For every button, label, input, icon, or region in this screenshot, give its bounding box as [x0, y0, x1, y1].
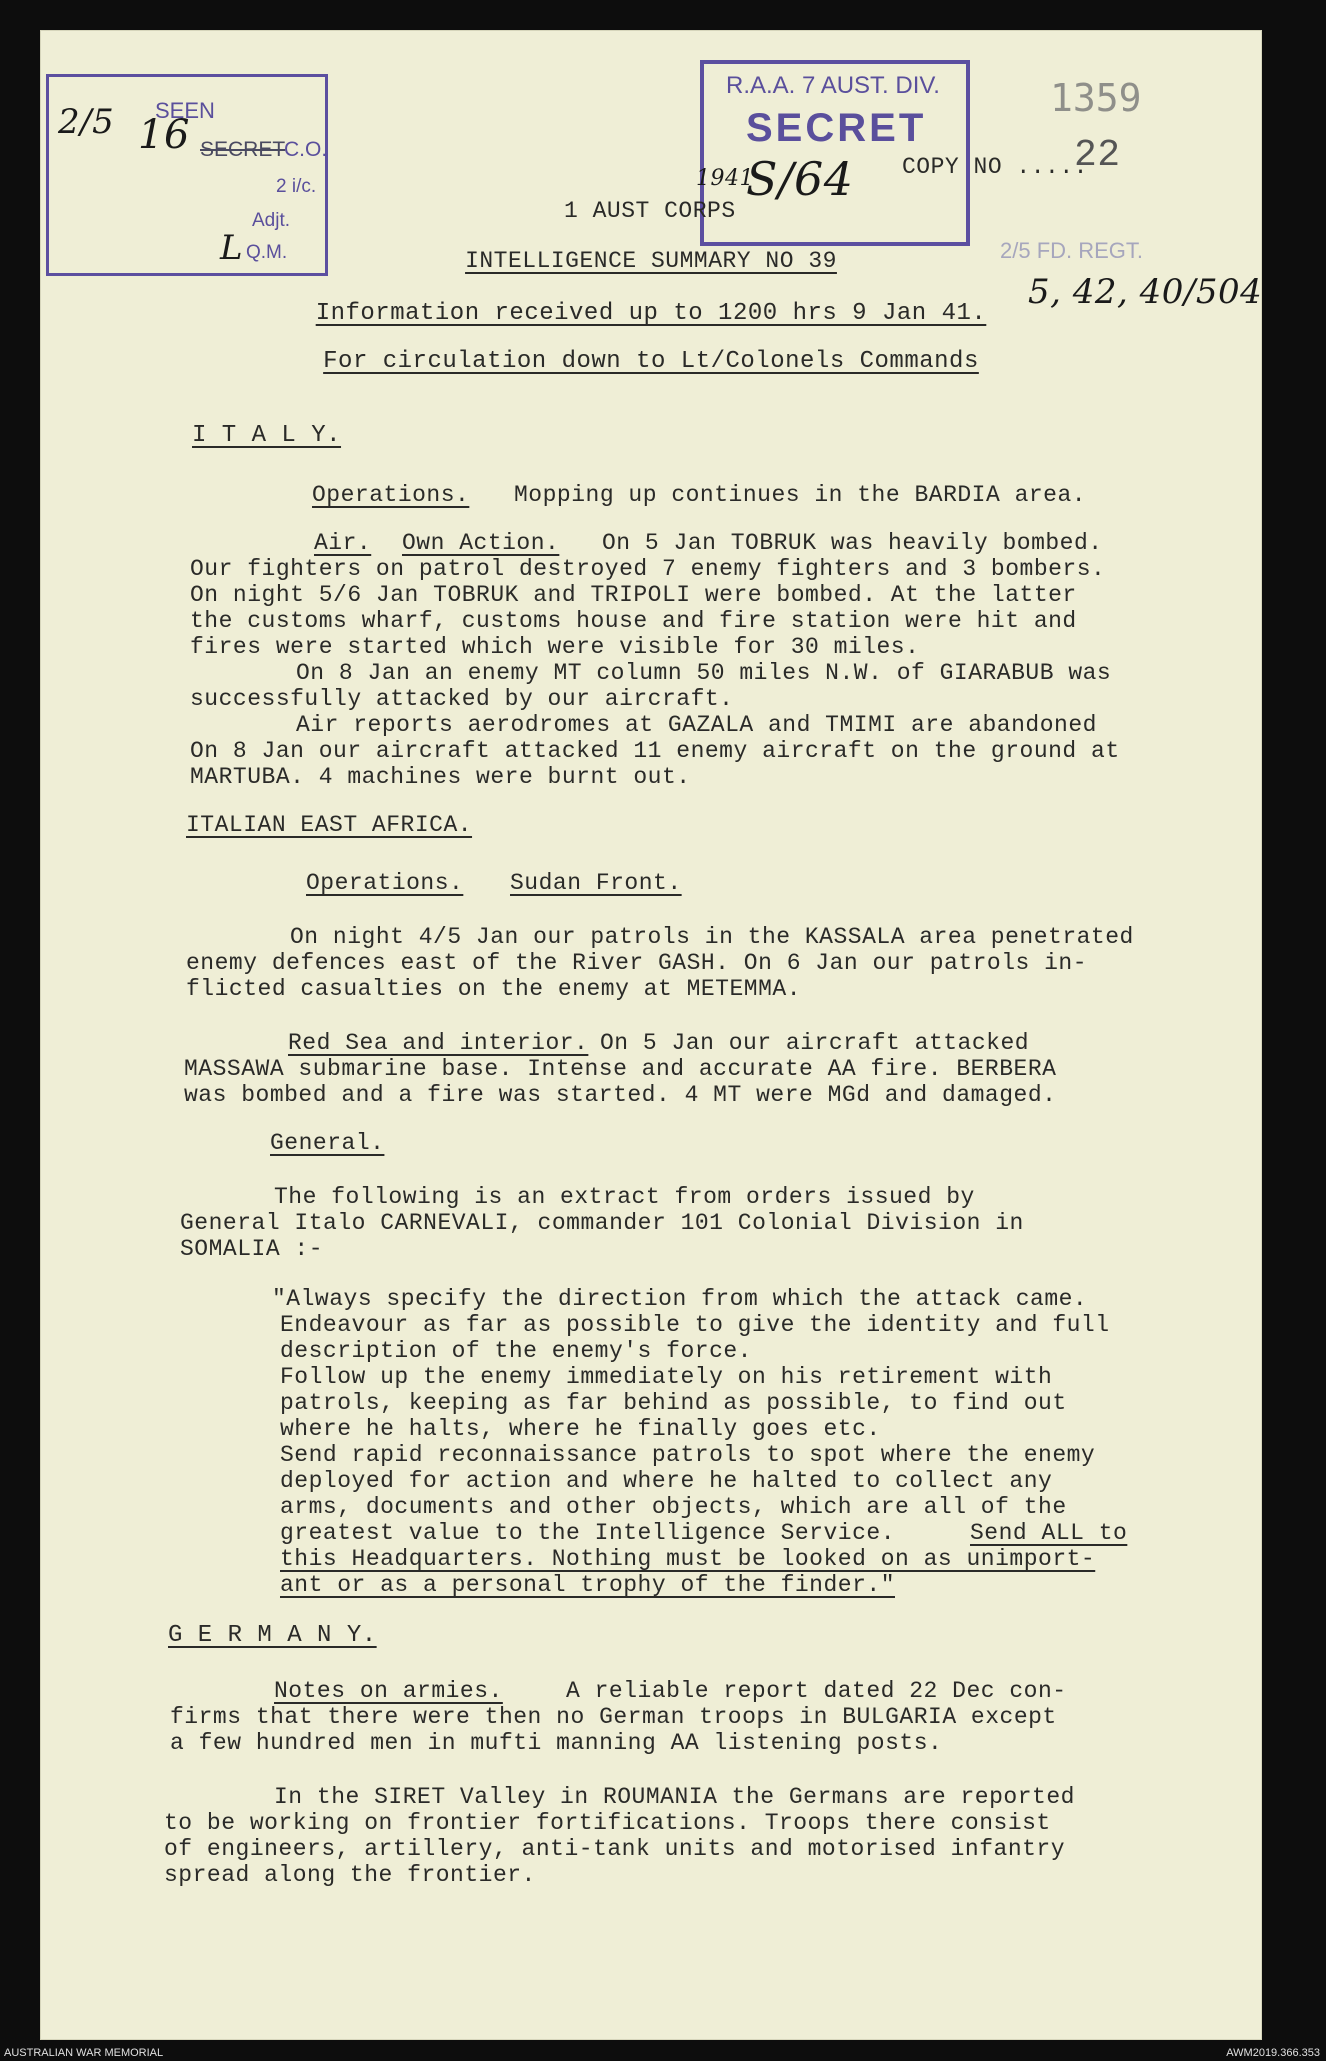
sudan-line-3: flicted casualties on the enemy at METEMMA. — [186, 976, 801, 1002]
general-line-3: SOMALIA :- — [180, 1236, 324, 1262]
italy-operations-text: Mopping up continues in the BARDIA area. — [514, 482, 1087, 508]
notes-line-1: A reliable report dated 22 Dec con- — [566, 1678, 1067, 1704]
quote-line-3: description of the enemy's force. — [280, 1338, 752, 1364]
document-page — [40, 30, 1262, 2040]
quote-line-1: "Always specify the direction from which the attack came. — [272, 1286, 1088, 1312]
germany-heading: G E R M A N Y. — [168, 1622, 377, 1649]
red-sea-line-2: MASSAWA submarine base. Intense and accurate AA fire. BERBERA — [184, 1056, 1057, 1082]
handwritten-16: 16 — [138, 112, 190, 158]
siret-line-1: In the SIRET Valley in ROUMANIA the Germans are reported — [274, 1784, 1075, 1810]
air-line-5: fires were started which were visible for 30 miles. — [190, 634, 920, 660]
corps-heading: 1 AUST CORPS — [564, 198, 736, 224]
sudan-front-label: Sudan Front. — [510, 870, 682, 896]
quote-line-5: patrols, keeping as far behind as possible, to find out — [280, 1390, 1067, 1416]
general-label: General. — [270, 1130, 385, 1156]
air-line-1: On 5 Jan TOBRUK was heavily bombed. — [602, 530, 1103, 556]
copy-no-label: COPY NO ..... — [902, 154, 1088, 180]
italy-heading: I T A L Y. — [192, 422, 342, 449]
copy-no-value: 22 — [1074, 134, 1121, 177]
quote-line-9: arms, documents and other objects, which are all of the — [280, 1494, 1067, 1520]
siret-line-2: to be working on frontier fortifications. Troops there consist — [164, 1810, 1051, 1836]
archive-footer-right: AWM2019.366.353 — [1226, 2047, 1320, 2059]
document-number: 1359 — [1050, 76, 1142, 120]
air-line-2: Our fighters on patrol destroyed 7 enemy fighters and 3 bombers. — [190, 556, 1106, 582]
document-title: INTELLIGENCE SUMMARY NO 39 — [465, 248, 837, 274]
notes-line-2: firms that there were then no German troops in BULGARIA except — [170, 1704, 1057, 1730]
stamp-qm-label: Q.M. — [246, 242, 288, 263]
air-line-8: Air reports aerodromes at GAZALA and TMIMI are abandoned — [296, 712, 1097, 738]
archive-footer-left: AUSTRALIAN WAR MEMORIAL — [4, 2047, 164, 2059]
stamp-seen-label: SEEN — [155, 98, 215, 123]
quote-emphasis-1: Send ALL to — [970, 1520, 1128, 1546]
iea-heading: ITALIAN EAST AFRICA. — [186, 812, 473, 838]
siret-line-4: spread along the frontier. — [164, 1862, 536, 1888]
stamp-adjt-label: Adjt. — [252, 210, 291, 231]
quote-emphasis-2: this Headquarters. Nothing must be looked on as unimport- — [280, 1546, 1096, 1572]
air-line-4: the customs wharf, customs house and fire station were hit and — [190, 608, 1077, 634]
division-stamp-secret: SECRET — [746, 106, 927, 150]
quote-line-6: where he halts, where he finally goes etc. — [280, 1416, 881, 1442]
notes-line-3: a few hundred men in mufti manning AA listening posts. — [170, 1730, 943, 1756]
own-action-label: Own Action. — [402, 530, 560, 556]
air-line-10: MARTUBA. 4 machines were burnt out. — [190, 764, 691, 790]
siret-line-3: of engineers, artillery, anti-tank units and motorised infantry — [164, 1836, 1066, 1862]
red-sea-line-3: was bombed and a fire was started. 4 MT were MGd and damaged. — [184, 1082, 1057, 1108]
circulation-line: For circulation down to Lt/Colonels Commands — [323, 348, 979, 375]
red-sea-line-1: On 5 Jan our aircraft attacked — [600, 1030, 1030, 1056]
quote-emphasis-3: ant or as a personal trophy of the finder." — [280, 1572, 895, 1598]
air-label: Air. — [314, 530, 372, 556]
italy-operations-label: Operations. — [312, 482, 470, 508]
general-line-2: General Italo CARNEVALI, commander 101 Colonial Division in — [180, 1210, 1024, 1236]
sudan-line-1: On night 4/5 Jan our patrols in the KASSALA area penetrated — [290, 924, 1134, 950]
division-stamp-reference: S/64 — [746, 152, 854, 206]
quote-line-2: Endeavour as far as possible to give the identity and full — [280, 1312, 1110, 1338]
handwritten-initial: L — [220, 228, 244, 268]
air-line-7: successfully attacked by our aircraft. — [190, 686, 734, 712]
quote-line-8: deployed for action and where he halted to collect any — [280, 1468, 1053, 1494]
general-line-1: The following is an extract from orders issued by — [274, 1184, 975, 1210]
quote-line-4: Follow up the enemy immediately on his retirement with — [280, 1364, 1053, 1390]
air-line-6: On 8 Jan an enemy MT column 50 miles N.W. of GIARABUB was — [296, 660, 1112, 686]
air-line-3: On night 5/6 Jan TOBRUK and TRIPOLI were bombed. At the latter — [190, 582, 1077, 608]
handwritten-2-5: 2/5 — [58, 102, 115, 142]
stamp-co-label: C.O. — [284, 138, 328, 161]
regiment-stamp: 2/5 FD. REGT. — [1000, 238, 1144, 263]
division-stamp-line1: R.A.A. 7 AUST. DIV. — [726, 72, 940, 99]
quote-line-7: Send rapid reconnaissance patrols to spot where the enemy — [280, 1442, 1096, 1468]
air-line-9: On 8 Jan our aircraft attacked 11 enemy aircraft on the ground at — [190, 738, 1120, 764]
info-received-line: Information received up to 1200 hrs 9 Jan 41. — [315, 300, 987, 327]
stamp-secret-struck: SECRET — [200, 138, 286, 161]
iea-operations-label: Operations. — [306, 870, 464, 896]
division-stamp-year: 1941 — [696, 166, 754, 191]
handwritten-file-reference: 5, 42, 40/504 — [1028, 272, 1263, 312]
red-sea-label: Red Sea and interior. — [288, 1030, 589, 1056]
quote-line-10: greatest value to the Intelligence Service. — [280, 1520, 895, 1546]
notes-on-armies-label: Notes on armies. — [274, 1678, 503, 1704]
stamp-2ic-label: 2 i/c. — [276, 176, 317, 197]
sudan-line-2: enemy defences east of the River GASH. On 6 Jan our patrols in- — [186, 950, 1088, 976]
